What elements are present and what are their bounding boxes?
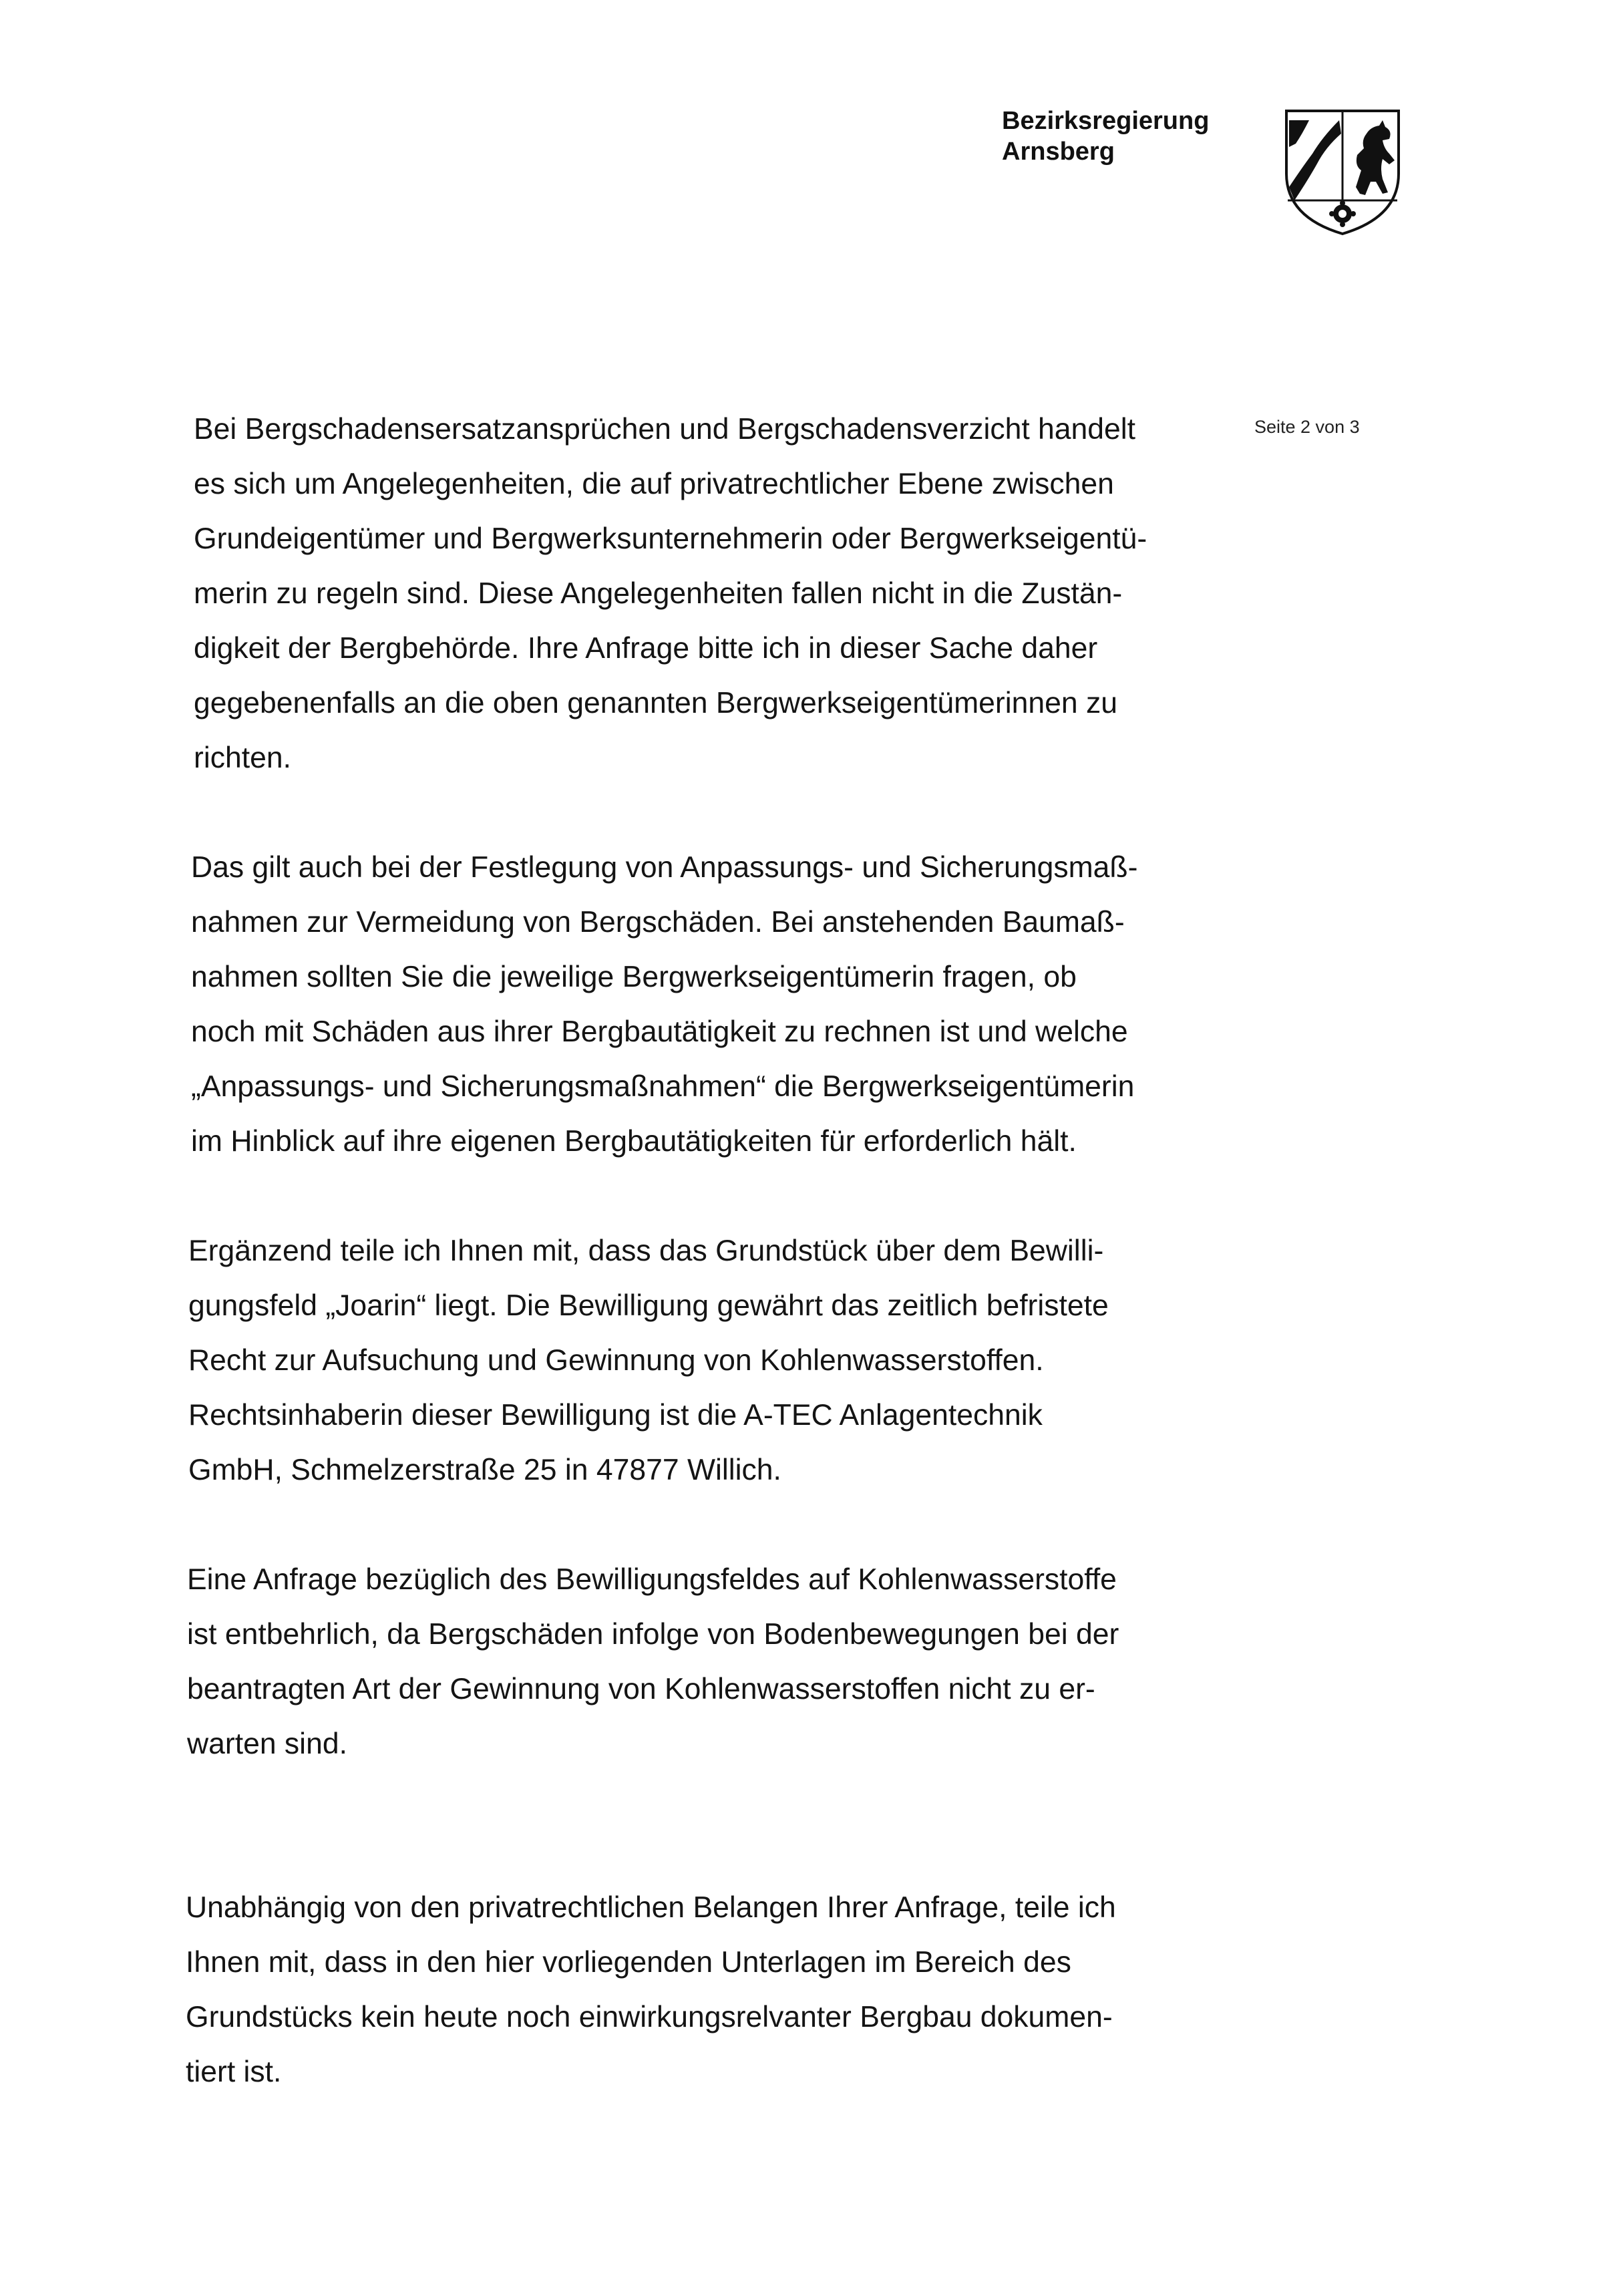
text-line: nahmen sollten Sie die jeweilige Bergwerkseigentümerin fragen, ob <box>191 961 1077 993</box>
text-line: Grundeigentümer und Bergwerksunternehmerin oder Bergwerkseigentü- <box>194 522 1147 555</box>
text-line: tiert ist. <box>186 2056 282 2088</box>
text-line: Eine Anfrage bezüglich des Bewilligungsfeldes auf Kohlenwasserstoffe <box>187 1563 1117 1596</box>
paragraph-1 <box>194 402 1236 786</box>
text-line: ist entbehrlich, da Bergschäden infolge von Bodenbewegungen bei der <box>187 1618 1119 1651</box>
text-line: digkeit der Bergbehörde. Ihre Anfrage bitte ich in dieser Sache daher <box>194 632 1098 665</box>
text-line: „Anpassungs- und Sicherungsmaßnahmen“ die Bergwerkseigentümerin <box>191 1070 1135 1103</box>
letterhead-organization <box>1002 106 1209 167</box>
text-line: Das gilt auch bei der Festlegung von Anpassungs- und Sicherungsmaß- <box>191 851 1138 884</box>
paragraph-2 <box>191 840 1233 1169</box>
text-line: GmbH, Schmelzerstraße 25 in 47877 Willich. <box>188 1454 781 1486</box>
text-line: gegebenenfalls an die oben genannten Bergwerkseigentümerinnen zu <box>194 687 1117 719</box>
text-line: Ihnen mit, dass in den hier vorliegenden Unterlagen im Bereich des <box>186 1946 1071 1979</box>
text-line: Grundstücks kein heute noch einwirkungsrelvanter Bergbau dokumen- <box>186 2001 1113 2033</box>
text-line: Ergänzend teile ich Ihnen mit, dass das Grundstück über dem Bewilli- <box>188 1235 1104 1267</box>
org-name-line1: Bezirksregierung <box>1002 107 1210 135</box>
text-line: beantragten Art der Gewinnung von Kohlenwasserstoffen nicht zu er- <box>187 1673 1095 1705</box>
nrw-coat-of-arms-icon <box>1282 107 1403 237</box>
text-line: noch mit Schäden aus ihrer Bergbautätigkeit zu rechnen ist und welche <box>191 1015 1128 1048</box>
text-line: gungsfeld „Joarin“ liegt. Die Bewilligung gewährt das zeitlich befristete <box>188 1289 1109 1322</box>
paragraph-5 <box>186 1880 1228 2100</box>
paragraph-3 <box>188 1224 1230 1498</box>
org-name-line2: Arnsberg <box>1002 138 1115 166</box>
text-line: Bei Bergschadensersatzansprüchen und Bergschadensverzicht handelt <box>194 413 1136 446</box>
text-line: nahmen zur Vermeidung von Bergschäden. Bei anstehenden Baumaß- <box>191 906 1125 939</box>
page-number: Seite 2 von 3 <box>1254 417 1360 437</box>
text-line: es sich um Angelegenheiten, die auf privatrechtlicher Ebene zwischen <box>194 468 1114 500</box>
paragraph-4 <box>187 1552 1229 1772</box>
text-line: richten. <box>194 742 291 774</box>
text-line: merin zu regeln sind. Diese Angelegenheiten fallen nicht in die Zustän- <box>194 577 1123 610</box>
text-line: im Hinblick auf ihre eigenen Bergbautätigkeiten für erforderlich hält. <box>191 1125 1077 1158</box>
text-line: Recht zur Aufsuchung und Gewinnung von Kohlenwasserstoffen. <box>188 1344 1044 1377</box>
text-line: Unabhängig von den privatrechtlichen Belangen Ihrer Anfrage, teile ich <box>186 1891 1116 1924</box>
text-line: warten sind. <box>187 1728 347 1760</box>
text-line: Rechtsinhaberin dieser Bewilligung ist die A-TEC Anlagentechnik <box>188 1399 1043 1432</box>
